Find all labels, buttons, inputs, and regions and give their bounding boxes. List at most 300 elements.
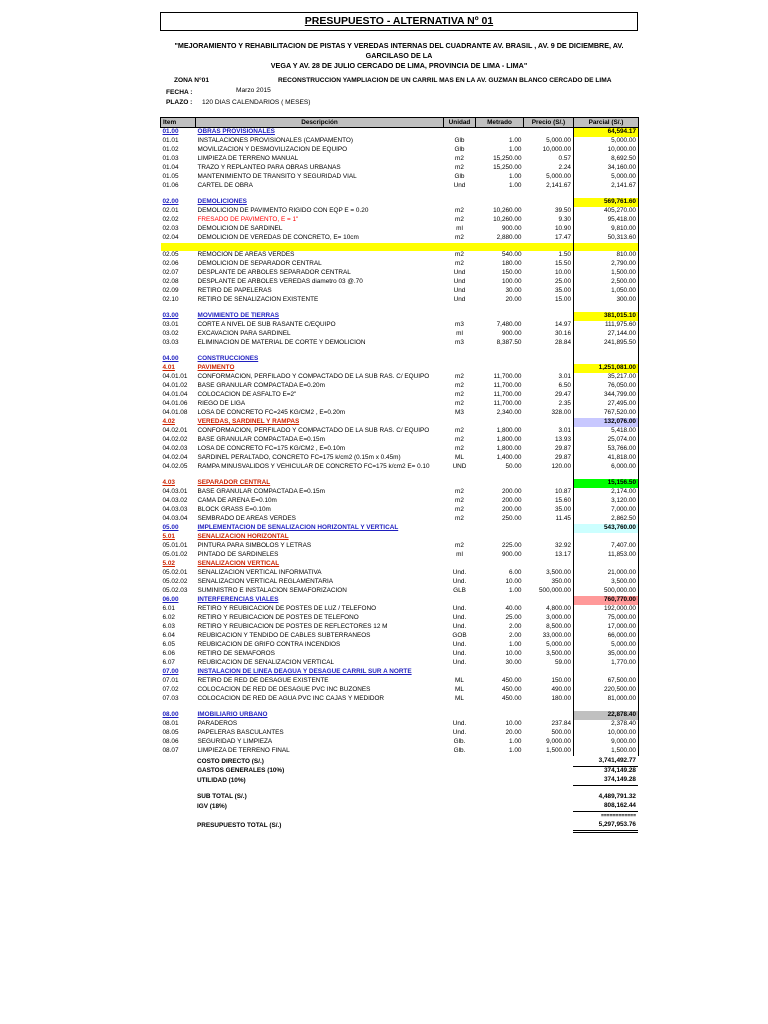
table-row [161,296,639,305]
table-row [161,641,639,650]
item-cell: 05.01.01 [162,542,188,550]
parcial-cell: 21,000.00 [574,569,639,578]
parcial-cell: 767,520.00 [574,409,639,418]
unidad-cell: m2 [455,488,464,496]
precio-cell: 10.00 [555,269,571,277]
description-cell: DESPLANTE DE ARBOLES VEREDAS diametro 03 @.70 [197,278,363,286]
table-row [161,569,639,578]
description-cell: RETIRO DE SEÑALIZACION EXISTENTE [197,296,319,304]
table-row [161,587,639,596]
unidad-cell: UND [452,463,467,471]
parcial-cell: 34,160.00 [574,164,639,173]
parcial-cell: 2,378.40 [574,720,639,729]
unidad-cell: m2 [455,542,464,550]
unidad-cell: m2 [455,234,464,242]
highlight-band-row [161,243,639,251]
parcial-cell: 810.00 [574,251,639,260]
table-row [161,738,639,747]
precio-cell: 3,500.00 [546,650,571,658]
table-row [161,463,639,472]
metrado-cell: 1,800.00 [496,427,522,435]
description-cell: SEÑALIZACION HORIZONTAL [197,533,289,541]
table-row [161,269,639,278]
metrado-cell [476,560,524,569]
presupuesto-total-value: 5,297,953.76 [573,821,638,832]
costo-directo-value: 3,741,492.77 [573,757,638,767]
metrado-cell: 2.00 [509,632,522,640]
item-cell: 04.02.01 [162,427,188,435]
parcial-cell: 2,141.67 [574,182,639,191]
description-cell: SARDINEL PERALTADO, CONCRETO FC=175 k/cm2 (0.15m x 0.45m) [197,454,401,462]
item-cell: 02.05 [162,251,179,259]
parcial-cell: 1,500.00 [574,269,639,278]
parcial-cell: 569,761.60 [574,198,639,207]
item-cell: 04.02.02 [162,436,188,444]
item-cell: 02.00 [162,198,179,206]
precio-cell: 0.57 [558,155,571,163]
unidad-cell: Und [453,287,466,295]
item-cell: 02.09 [162,287,179,295]
section-header-row [161,312,639,321]
metrado-cell: 1.00 [509,747,522,755]
unidad-cell: Und. [452,659,467,667]
parcial-cell: 27,144.00 [574,330,639,339]
parcial-cell: 27,495.00 [574,400,639,409]
precio-cell: 59.00 [555,659,571,667]
precio-cell: 15.60 [555,497,571,505]
description-cell: REUBICACION Y TENDIDO DE CABLES SUBTERRANEOS [197,632,371,640]
precio-cell: 490.00 [551,686,571,694]
utilidad-value: 374,149.28 [573,776,638,786]
metrado-cell: 200.00 [501,506,522,514]
description-cell: COLOCACION DE RED DE AGUA PVC INC CAJAS Y MEDIDOR [197,695,385,703]
precio-cell [524,524,574,533]
parcial-cell: 344,799.00 [574,391,639,400]
item-cell: 07.01 [162,677,179,685]
description-cell: BASE GRANULAR COMPACTADA E=0.15m [197,488,325,496]
description-cell: OBRAS PROVISIONALES [197,128,275,136]
description-cell: SEMBRADO DE AREAS VERDES [197,515,296,523]
col-header-item: Item [161,118,196,128]
section-header-row [161,711,639,720]
parcial-cell: 1,500.00 [574,747,639,756]
table-header-row [161,118,639,128]
parcial-cell: 3,120.00 [574,497,639,506]
table-row [161,182,639,191]
precio-cell [524,418,574,427]
metrado-cell: 1.00 [509,173,522,181]
table-row [161,382,639,391]
description-cell: DEMOLICION DE VEREDAS DE CONCRETO, E= 10cm [197,234,359,242]
item-cell: 04.02.04 [162,454,188,462]
description-cell: LIMPIEZA DE TERRENO FINAL [197,747,290,755]
item-cell: 04.02.03 [162,445,188,453]
item-cell: 02.03 [162,225,179,233]
parcial-cell: 3,500.00 [574,578,639,587]
metrado-cell [476,524,524,533]
description-cell: SUMINISTRO E INSTALACION SEMAFORIZACION [197,587,347,595]
table-row [161,623,639,632]
description-cell: SEÑALIZACION VERTICAL REGLAMENTARIA [197,578,334,586]
description-cell: ELIMINACION DE MATERIAL DE CORTE Y DEMOLICION [197,339,366,347]
precio-cell: 15.50 [555,260,571,268]
item-cell: 05.01.02 [162,551,188,559]
metrado-cell [476,533,524,542]
unidad-cell: Glb. [453,747,466,755]
item-cell: 07.00 [162,668,179,676]
description-cell: PINTADO DE SARDINELES [197,551,279,559]
precio-cell: 180.00 [551,695,571,703]
metrado-cell: 50.00 [505,463,522,471]
unidad-cell: Glb [454,173,465,181]
item-cell: 03.01 [162,321,179,329]
unidad-cell: ml [456,225,463,233]
table-row [161,488,639,497]
unidad-cell [444,668,476,677]
unidad-cell: Glb. [453,738,466,746]
description-cell: DEMOLICIONES [197,198,247,206]
unidad-cell: m2 [455,164,464,172]
budget-rows [161,128,639,757]
precio-cell: 328.00 [551,409,571,417]
precio-cell [524,128,574,138]
metrado-cell [476,596,524,605]
precio-cell: 14.97 [555,321,571,329]
item-cell: 05.02.03 [162,587,188,595]
subsection-header-row [161,364,639,373]
unidad-cell: Und. [452,720,467,728]
unidad-cell: Und. [452,650,467,658]
fecha-value: Marzo 2015 [236,87,271,94]
item-cell: 04.03.01 [162,488,188,496]
item-cell: 08.01 [162,720,179,728]
metrado-cell: 200.00 [501,488,522,496]
metrado-cell: 40.00 [505,605,522,613]
item-cell: 01.03 [162,155,179,163]
parcial-cell: 5,418.00 [574,427,639,436]
metrado-cell: 7,480.00 [496,321,522,329]
table-row [161,677,639,686]
item-cell: 04.01.04 [162,391,188,399]
unidad-cell: m3 [455,339,464,347]
unidad-cell [444,479,476,488]
parcial-cell: 111,975.60 [574,321,639,330]
item-cell: 02.07 [162,269,179,277]
parcial-cell: 1,050.00 [574,287,639,296]
precio-cell [524,355,574,364]
description-cell: COLOCACION DE RED DE DESAGUE PVC INC BUZONES [197,686,371,694]
metrado-cell: 8,387.50 [496,339,522,347]
precio-cell: 17.47 [555,234,571,242]
metrado-cell: 11,700.00 [493,391,522,399]
metrado-cell: 1.00 [509,137,522,145]
precio-cell: 120.00 [551,463,571,471]
unidad-cell [444,524,476,533]
section-header-row [161,128,639,138]
description-cell: FRESADO DE PAVIMENTO, E = 1" [197,216,299,224]
description-cell: MOVILIZACION Y DESMOVILIZACION DE EQUIPO [197,146,348,154]
parcial-cell: 132,076.00 [574,418,639,427]
item-cell: 05.02.02 [162,578,188,586]
blank-row [161,348,639,355]
item-cell: 6.04 [162,632,175,640]
parcial-cell: 7,000.00 [574,506,639,515]
item-cell: 6.06 [162,650,175,658]
item-cell: 04.00 [162,355,179,363]
unidad-cell: Glb [454,146,465,154]
metrado-cell [476,312,524,321]
item-cell: 5.02 [162,560,175,568]
metrado-cell [476,198,524,207]
precio-cell: 3.01 [558,427,571,435]
table-row [161,632,639,641]
description-cell: LIMPIEZA DE TERRENO MANUAL [197,155,299,163]
project-title-line-1: "MEJORAMIENTO Y REHABILITACION DE PISTAS Y VEREDAS INTERNAS DEL CUADRANTE AV. BRASIL , AV. 9 DE DICIEMBRE, AV. GARCILASO DE LA [174,41,624,60]
description-cell: PAVIMENTO [197,364,235,372]
table-row [161,515,639,524]
parcial-cell: 543,760.00 [574,524,639,533]
section-header-row [161,355,639,364]
parcial-cell: 241,895.50 [574,339,639,348]
unidad-cell: Und. [452,578,467,586]
precio-cell: 3,500.00 [546,569,571,577]
parcial-cell: 76,050.00 [574,382,639,391]
unidad-cell: Und. [452,729,467,737]
precio-cell [524,479,574,488]
precio-cell [524,711,574,720]
parcial-cell: 2,174.00 [574,488,639,497]
precio-cell: 10.87 [555,488,571,496]
description-cell: RETIRO DE RED DE DESAGUE EXISTENTE [197,677,329,685]
unidad-cell: m2 [455,373,464,381]
table-row [161,146,639,155]
item-cell: 04.01.06 [162,400,188,408]
table-row [161,695,639,704]
description-cell: DEMOLICION DE SARDINEL [197,225,283,233]
metrado-cell [476,479,524,488]
unidad-cell [444,418,476,427]
item-cell: 04.03.04 [162,515,188,523]
table-row [161,506,639,515]
parcial-cell: 7,407.00 [574,542,639,551]
precio-cell [524,668,574,677]
blank-row [161,191,639,198]
description-cell: LOSA DE CONCRETO FC=245 KG/CM2 , E=0.20m [197,409,346,417]
unidad-cell: Und. [452,614,467,622]
table-row [161,251,639,260]
unidad-cell: m2 [455,436,464,444]
description-cell: MANTENIMIENTO DE TRANSITO Y SEGURIDAD VIAL [197,173,357,181]
metrado-cell: 30.00 [505,659,522,667]
item-cell: 01.00 [162,128,179,136]
unidad-cell [444,596,476,605]
unidad-cell: Und. [452,641,467,649]
description-cell: CONFORMACION, PERFILADO Y COMPACTADO DE LA SUB RAS. C/ EQUIPO [197,427,430,435]
parcial-cell: 15,156.50 [574,479,639,488]
description-cell: REUBICACION DE GRIFO CONTRA INCENDIOS [197,641,341,649]
description-cell: VEREDAS, SARDINEL Y RAMPAS [197,418,300,426]
unidad-cell: Und [453,296,466,304]
precio-cell: 6.50 [558,382,571,390]
unidad-cell: m2 [455,251,464,259]
col-header-metrado: Metrado [476,118,524,128]
unidad-cell: ML [455,677,464,685]
metrado-cell [476,668,524,677]
metrado-cell: 10,260.00 [493,216,522,224]
unidad-cell: m2 [455,497,464,505]
precio-cell [524,364,574,373]
parcial-cell [574,533,639,542]
precio-cell [524,312,574,321]
unidad-cell [444,364,476,373]
precio-cell: 1,500.00 [546,747,571,755]
unidad-cell [444,198,476,207]
parcial-cell: 2,500.00 [574,278,639,287]
parcial-cell: 64,594.17 [574,128,639,138]
unidad-cell: ML [455,686,464,694]
item-cell: 02.04 [162,234,179,242]
unidad-cell: Und. [452,605,467,613]
table-row [161,278,639,287]
item-cell: 08.00 [162,711,179,719]
precio-cell: 4,800.00 [546,605,571,613]
description-cell: IMPLEMENTACION DE SEÑALIZACION HORIZONTAL Y VERTICAL [197,524,399,532]
item-cell: 02.10 [162,296,179,304]
description-cell: RETIRO DE SEMAFOROS [197,650,275,658]
description-cell: BLOCK GRASS E=0.10m [197,506,271,514]
precio-cell: 9.30 [558,216,571,224]
unidad-cell: m3 [455,321,464,329]
description-cell: MOVIMIENTO DE TIERRAS [197,312,280,320]
col-header-descripcion: Descripción [196,118,444,128]
page-title: PRESUPUESTO - ALTERNATIVA Nº 01 [160,12,638,31]
table-row [161,173,639,182]
precio-cell: 39.50 [555,207,571,215]
unidad-cell: GLB [453,587,466,595]
item-cell: 06.00 [162,596,179,604]
metrado-cell: 10.00 [505,578,522,586]
unidad-cell: m2 [455,515,464,523]
parcial-cell: 67,500.00 [574,677,639,686]
description-cell: RETIRO Y REUBICACION DE POSTES DE TELEFONO [197,614,359,622]
unidad-cell [444,312,476,321]
item-cell: 6.02 [162,614,175,622]
unidad-cell: ML [455,695,464,703]
description-cell: LOSA DE CONCRETO FC=175 KG/CM2 , E=0.10m [197,445,346,453]
zona-label: ZONA N°01 [174,77,210,84]
table-row [161,400,639,409]
separator-line: ============ [600,813,636,820]
table-row [161,605,639,614]
metrado-cell [476,128,524,138]
parcial-cell: 5,000.00 [574,137,639,146]
precio-cell: 28.84 [555,339,571,347]
metrado-cell: 100.00 [501,278,522,286]
description-cell: SEPARADOR CENTRAL [197,479,271,487]
table-row [161,155,639,164]
item-cell: 08.05 [162,729,179,737]
metrado-cell: 2,880.00 [496,234,522,242]
metrado-cell: 1,400.00 [496,454,522,462]
item-cell: 02.02 [162,216,179,224]
table-row [161,454,639,463]
item-cell: 07.02 [162,686,179,694]
table-row [161,614,639,623]
metrado-cell: 10.00 [505,650,522,658]
metrado-cell: 450.00 [501,686,522,694]
parcial-cell: 11,853.00 [574,551,639,560]
parcial-cell: 2,790.00 [574,260,639,269]
description-cell: RETIRO DE PAPELERAS [197,287,272,295]
metrado-cell: 1.00 [509,182,522,190]
precio-cell: 13.17 [555,551,571,559]
parcial-cell: 35,000.00 [574,650,639,659]
precio-cell: 35.00 [555,287,571,295]
unidad-cell: m2 [455,207,464,215]
item-cell: 02.06 [162,260,179,268]
item-cell: 5.01 [162,533,175,541]
unidad-cell: m2 [455,445,464,453]
parcial-cell: 9,810.00 [574,225,639,234]
item-cell: 04.03.02 [162,497,188,505]
fecha-label: FECHA : [166,89,193,96]
metrado-cell: 450.00 [501,677,522,685]
subtotal-label: SUB TOTAL (S/.) [197,793,247,801]
table-row [161,436,639,445]
unidad-cell [444,711,476,720]
metrado-cell: 250.00 [501,515,522,523]
metrado-cell: 10.00 [505,720,522,728]
precio-cell: 5,000.00 [546,641,571,649]
table-row [161,427,639,436]
unidad-cell: Und [453,269,466,277]
description-cell: SEGURIDAD Y LIMPIEZA [197,738,273,746]
parcial-cell: 8,692.50 [574,155,639,164]
item-cell: 03.00 [162,312,179,320]
precio-cell: 10,000.00 [542,146,571,154]
table-row [161,659,639,668]
precio-cell: 2.24 [558,164,571,172]
parcial-cell: 405,270.00 [574,207,639,216]
blank-row [161,305,639,312]
parcial-cell: 81,000.00 [574,695,639,704]
metrado-cell: 1.00 [509,146,522,154]
precio-cell: 500.00 [551,729,571,737]
parcial-cell: 1,251,081.00 [574,364,639,373]
unidad-cell: m2 [455,382,464,390]
unidad-cell: m2 [455,400,464,408]
unidad-cell: GOB [452,632,467,640]
precio-cell: 2.35 [558,400,571,408]
description-cell: DEMOLICION DE SEPARADOR CENTRAL [197,260,322,268]
precio-cell: 350.00 [551,578,571,586]
precio-cell [524,596,574,605]
description-cell: BASE GRANULAR COMPACTADA E=0.15m [197,436,325,444]
metrado-cell: 1,800.00 [496,445,522,453]
item-cell: 4.02 [162,418,175,426]
blank-row [161,704,639,711]
metrado-cell: 1.00 [509,587,522,595]
table-row [161,234,639,243]
table-row [161,542,639,551]
item-cell: 02.08 [162,278,179,286]
table-row [161,287,639,296]
subtotal-value: 4,489,791.32 [598,793,636,801]
metrado-cell: 200.00 [501,497,522,505]
unidad-cell [444,533,476,542]
table-row [161,137,639,146]
item-cell: 08.07 [162,747,179,755]
